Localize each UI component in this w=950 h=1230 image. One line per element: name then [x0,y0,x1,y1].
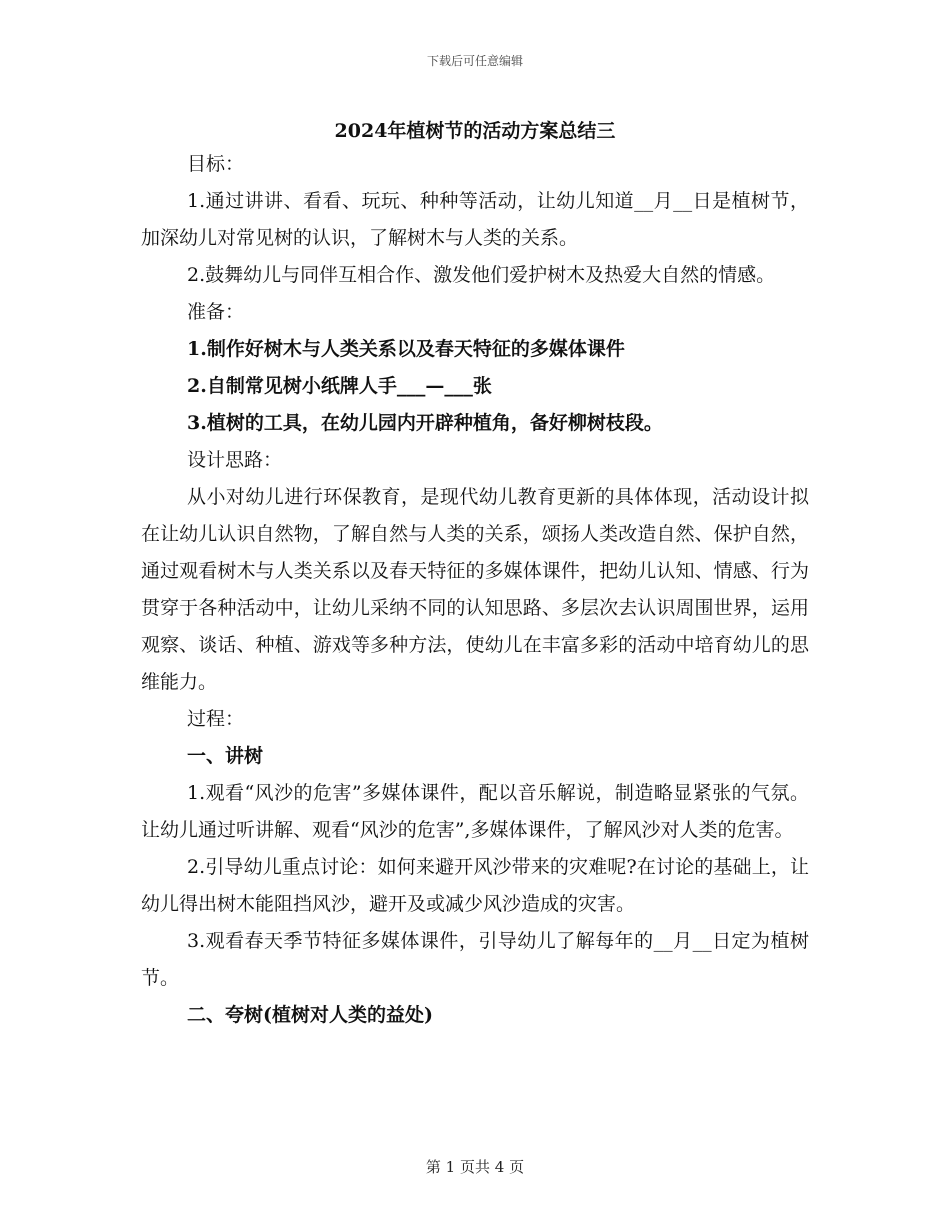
prep-item-3: 3.植树的工具，在幼儿园内开辟种植角，备好柳树枝段。 [187,412,663,434]
section-label-process: 过程： [187,708,245,730]
heading-part-2: 二、夸树(植树对人类的益处) [187,1004,433,1026]
goal-item-2: 2.鼓舞幼儿与同伴互相合作、激发他们爱护树木及热爱大自然的情感。 [187,264,776,286]
goal-item-1: 1.通过讲讲、看看、玩玩、种种等活动，让幼儿知道__月__日是植树节，加深幼儿对常见树的认识，了解树木与人类的关系。 [141,190,809,249]
page-header: 下载后可任意编辑 [426,54,523,68]
section-label-preparation: 准备： [187,301,245,323]
section-label-goals: 目标： [187,153,245,175]
section-label-design: 设计思路： [187,449,283,471]
design-paragraph: 从小对幼儿进行环保教育，是现代幼儿教育更新的具体体现，活动设计拟在让幼儿认识自然物，了解自然与人类的关系，颂扬人类改造自然、保护自然，通过观看树木与人类关系以及春天特征的多媒体课件，把幼儿认知、情感、行为贯穿于各种活动中，让幼儿采纳不同的认知思路、多层次去认识周围世界，运用观察、谈话、种植、游戏等多种方法，使幼儿在丰富多彩的活动中培育幼儿的思维能力。 [141,486,809,693]
page-footer: 第 1 页共 4 页 [425,1158,525,1176]
prep-item-2: 2.自制常见树小纸牌人手___—___张 [187,375,492,397]
process-item-2: 2.引导幼儿重点讨论：如何来避开风沙带来的灾难呢?在讨论的基础上，让幼儿得出树木能阻挡风沙，避开及或减少风沙造成的灾害。 [141,856,809,915]
heading-part-1: 一、讲树 [187,745,264,767]
document-body [141,146,809,1034]
prep-item-1: 1.制作好树木与人类关系以及春天特征的多媒体课件 [187,338,625,360]
document-title: 2024年植树节的活动方案总结三 [334,120,616,142]
process-item-3: 3.观看春天季节特征多媒体课件，引导幼儿了解每年的__月__日定为植树节。 [141,930,809,989]
process-item-1: 1.观看“风沙的危害”多媒体课件，配以音乐解说，制造略显紧张的气氛。让幼儿通过听讲解、观看“风沙的危害”,多媒体课件，了解风沙对人类的危害。 [141,782,809,841]
